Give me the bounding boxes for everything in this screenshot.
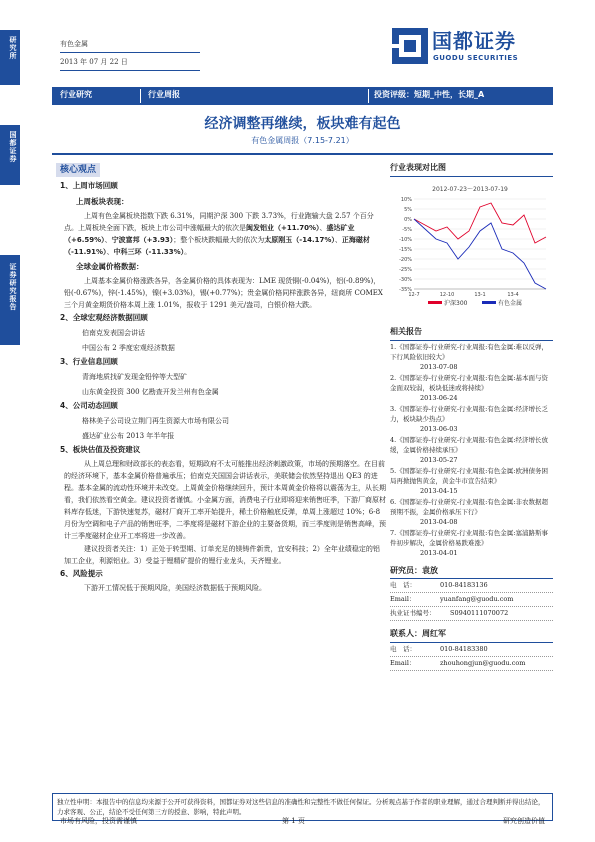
sidebar-text-bottom: 证券研究报告 [9,263,17,311]
x-tick-label: 12-7 [408,291,420,298]
x-tick-label: 13-4 [507,291,519,298]
list-item: 伯南克发表国会讲话 [82,329,145,338]
logo-cn: 国都证券 [432,29,516,53]
footer-left: 市场有风险，投资需谨慎 [60,817,137,825]
sidebar [0,0,20,842]
related-report-title: 6.《国都证券-行业研究-行业周报:有色金属:非农数据超预期不振，金属价格承压下行》 [390,497,548,516]
related-report-title: 1.《国都证券-行业研究-行业周报:有色金属:难以反弹，下行风险依旧较大》 [390,342,548,361]
report-type: 行业周报 [148,90,180,99]
section-heading: 3、行业信息回顾 [60,357,118,367]
analyst-email-row: Email： yuanfang@guodu.com [390,593,553,607]
list-item: 中国公布 2 季度宏观经济数据 [82,344,175,353]
header-meta [60,40,200,76]
paragraph: 下游开工情况低于预期风险，美国经济数据低于预期风险。 [84,584,266,593]
logo-en: GUODU SECURITIES [433,54,519,62]
report-type-bar [52,87,553,105]
related-report-item[interactable] [390,497,553,527]
core-views-heading: 核心观点 [56,163,100,177]
disclaimer-box: 独立性申明：本报告中的信息均来源于公开可获得资料，国都证券对这些信息的准确性和完整性不做任何保证。分析观点基于作者的职业理解，通过合理判断并得出结论，力求客观、公正，结论不受任何第三方的授意、影响，特此声明。 [52,793,553,821]
x-tick-label: 13-1 [474,291,486,298]
related-report-date: 2013-04-15 [420,486,458,495]
y-tick-label: -5% [402,226,412,233]
related-report-title: 5.《国都证券-行业研究-行业周报:有色金属:欧洲债务困局再掀抛售黄金，黄金牛市宣告结束》 [390,466,548,485]
legend-label: 有色金属 [498,299,523,307]
paragraph: 建议投资者关注：1）正处于转型期、订单充足的镁铸件新贵，宜安科技；2）全年业绩稳定的铝加工企业，利源铝业。3）受益于锂精矿提价的锂行业龙头，天齐锂业。 [64,545,380,566]
report-title: 经济调整再继续，板块难有起色 [204,116,401,132]
related-reports-list [390,342,553,558]
contact-phone-row: 电 话： 010-84183380 [390,643,553,657]
related-report-title: 3.《国都证券-行业研究-行业周报:有色金属:经济增长乏力，板块缺少热点》 [390,404,548,423]
related-report-title: 4.《国都证券-行业研究-行业周报:有色金属:经济增长放缓，金属价格持续承压》 [390,435,548,454]
related-report-item[interactable] [390,373,553,403]
related-reports-heading: 相关报告 [390,327,553,341]
x-axis [408,289,546,298]
y-tick-label: 0% [404,216,412,223]
related-report-date: 2013-04-01 [420,548,458,557]
report-category: 行业研究 [60,90,92,99]
logo-mark-icon [392,28,428,64]
main-content [56,163,386,594]
legend-label: 沪深300 [444,299,468,307]
list-item: 盛达矿业公布 2013 年半年报 [82,432,175,441]
analyst-email-link[interactable]: yuanfang@guodu.com [440,595,514,604]
y-tick-label: 5% [404,206,412,213]
sidebar-text-middle: 国都证券 [9,131,17,163]
related-report-item[interactable] [390,528,553,558]
sidebar-band-middle [0,125,20,185]
list-item: 青海地质找矿发现金铅锌等大型矿 [82,373,187,382]
related-report-title: 2.《国都证券-行业研究-行业周报:有色金属:基本面与资金面双较弱，板块低迷或将持续》 [390,373,548,392]
section-heading: 2、全球宏观经济数据回顾 [60,313,148,323]
sidebar-text-top: 研究所 [9,36,17,60]
title-rule [52,153,553,155]
right-column [390,163,553,671]
paragraph: 从上周总理和财政部长的表态看，短期政府不太可能推出经济刺激政策，市场的预期落空。在目前的经济环境下，基本金属价格普遍承压；伯南克关国国会讲话表示，美联储会依然坚持退出 QE3 的进程。基本金属的流动性环境并未改变。上周黄金价格继续回升，预计本周黄金价格将以震荡为主，从长期看，我们依然看空黄金。建议投资者谨慎。小金属方面，消费电子行业即将迎来销售旺季，下游厂商原材料库存低迷，下游快速复苏，磁材厂商开工率开始提升，稀土价格触底反弹，单周上涨超过 10%；6-8 月份为空调和电子产品的销售旺季，二季度将是磁材下游企业的主要备货期，而三季度则是销售高峰，预计三季度磁材企业开工率将进一步改善。 [64,460,386,541]
analyst-phone-row: 电 话： 010-84183136 [390,579,553,593]
x-tick-label: 12-10 [439,291,455,298]
subsection-heading: 上周板块表现： [76,197,129,207]
y-tick-label: -15% [399,246,412,253]
sidebar-band-bottom [0,255,20,345]
related-report-date: 2013-07-08 [420,362,458,371]
series-lines [414,203,546,289]
y-tick-label: -25% [399,266,412,273]
related-report-date: 2013-05-27 [420,455,458,464]
nav-divider [368,89,369,103]
list-item: 格林美子公司设立荆门再生资源大市场有限公司 [82,417,229,426]
sidebar-band-top [0,30,20,85]
header-sector: 有色金属 [60,40,200,53]
y-tick-label: 10% [400,196,412,203]
legend-swatch-hs300 [428,301,442,304]
y-tick-label: -10% [399,236,412,243]
performance-chart-svg [390,181,553,311]
related-report-item[interactable] [390,342,553,372]
nav-divider [140,89,141,103]
section-heading: 4、公司动态回顾 [60,401,118,411]
paragraph: 上周基本金属价格涨跌各异，各金属价格的具体表现为：LME 现货铜(-0.04%)，铝(-0.89%)，铅(-0.67%)，锌(-1.45%)，镍(+3.03%)，锡(+0.77%)；贵金属价格同样涨跌各异，纽商所 COMEX 三个月黄金期货价格本周上涨 1.01%，报收于 1291 美元/盎司，白银价格大跌。 [64,277,383,310]
header-date: 2013 年 07 月 22 日 [60,58,200,71]
list-item: 山东黄金投资 300 亿勘查开发兰州有色金属 [82,388,219,397]
analyst-name: 研究员：袁放 [390,566,553,580]
legend-swatch-nonferrous [482,301,496,304]
performance-chart [390,181,553,311]
section-heading: 6、风险提示 [60,569,103,579]
brand-logo [392,28,552,68]
report-subtitle: 有色金属周报（7.15-7.21） [251,136,354,145]
investment-rating: 投资评级：短期_中性，长期_A [374,90,485,99]
related-report-date: 2013-06-24 [420,393,458,402]
y-tick-label: -35% [399,286,412,293]
footer-right: 研究创造价值 [503,817,545,825]
y-tick-label: -20% [399,256,412,263]
related-report-title: 7.《国都证券-行业研究-行业周报:有色金属:塞浦路斯事件初步解决，金属价格易跌难涨》 [390,528,548,547]
contact-email-row: Email： zhouhongjun@guodu.com [390,657,553,671]
section-heading: 1、上周市场回顾 [60,181,118,191]
related-report-date: 2013-04-08 [420,517,458,526]
analyst-cert-row: 执业证书编号： S0940111070072 [390,607,553,621]
related-report-item[interactable] [390,466,553,496]
paragraph: 上周有色金属板块指数下跌 6.31%，同期沪深 300 下跌 3.73%，行业跑输大盘 2.57 个百分点。上周板块全面下跌，板块上市公司中涨幅最大的依次是闽发铝业（+11.70%）、盛达矿业（+6.59%）、宁波富邦（+3.93）；整个板块跌幅最大的依次为太原刚玉（-14.17%）、正海磁材（-11.91%）、中科三环（-11.33%）。 [64,212,374,257]
subsection-heading: 全球金属价格数据： [76,262,144,272]
chart-date-range: 2012-07-23～2013-07-19 [432,185,508,193]
page-number: 第 1 页 [282,817,305,825]
contact-name: 联系人：周红军 [390,629,553,643]
contact-email-link[interactable]: zhouhongjun@guodu.com [440,659,526,668]
y-axis [399,197,546,293]
related-report-date: 2013-06-03 [420,424,458,433]
section-heading: 5、板块估值及投资建议 [60,445,141,455]
related-report-item[interactable] [390,404,553,434]
chart-heading: 行业表现对比图 [390,163,553,177]
related-report-item[interactable] [390,435,553,465]
y-tick-label: -30% [399,276,412,283]
